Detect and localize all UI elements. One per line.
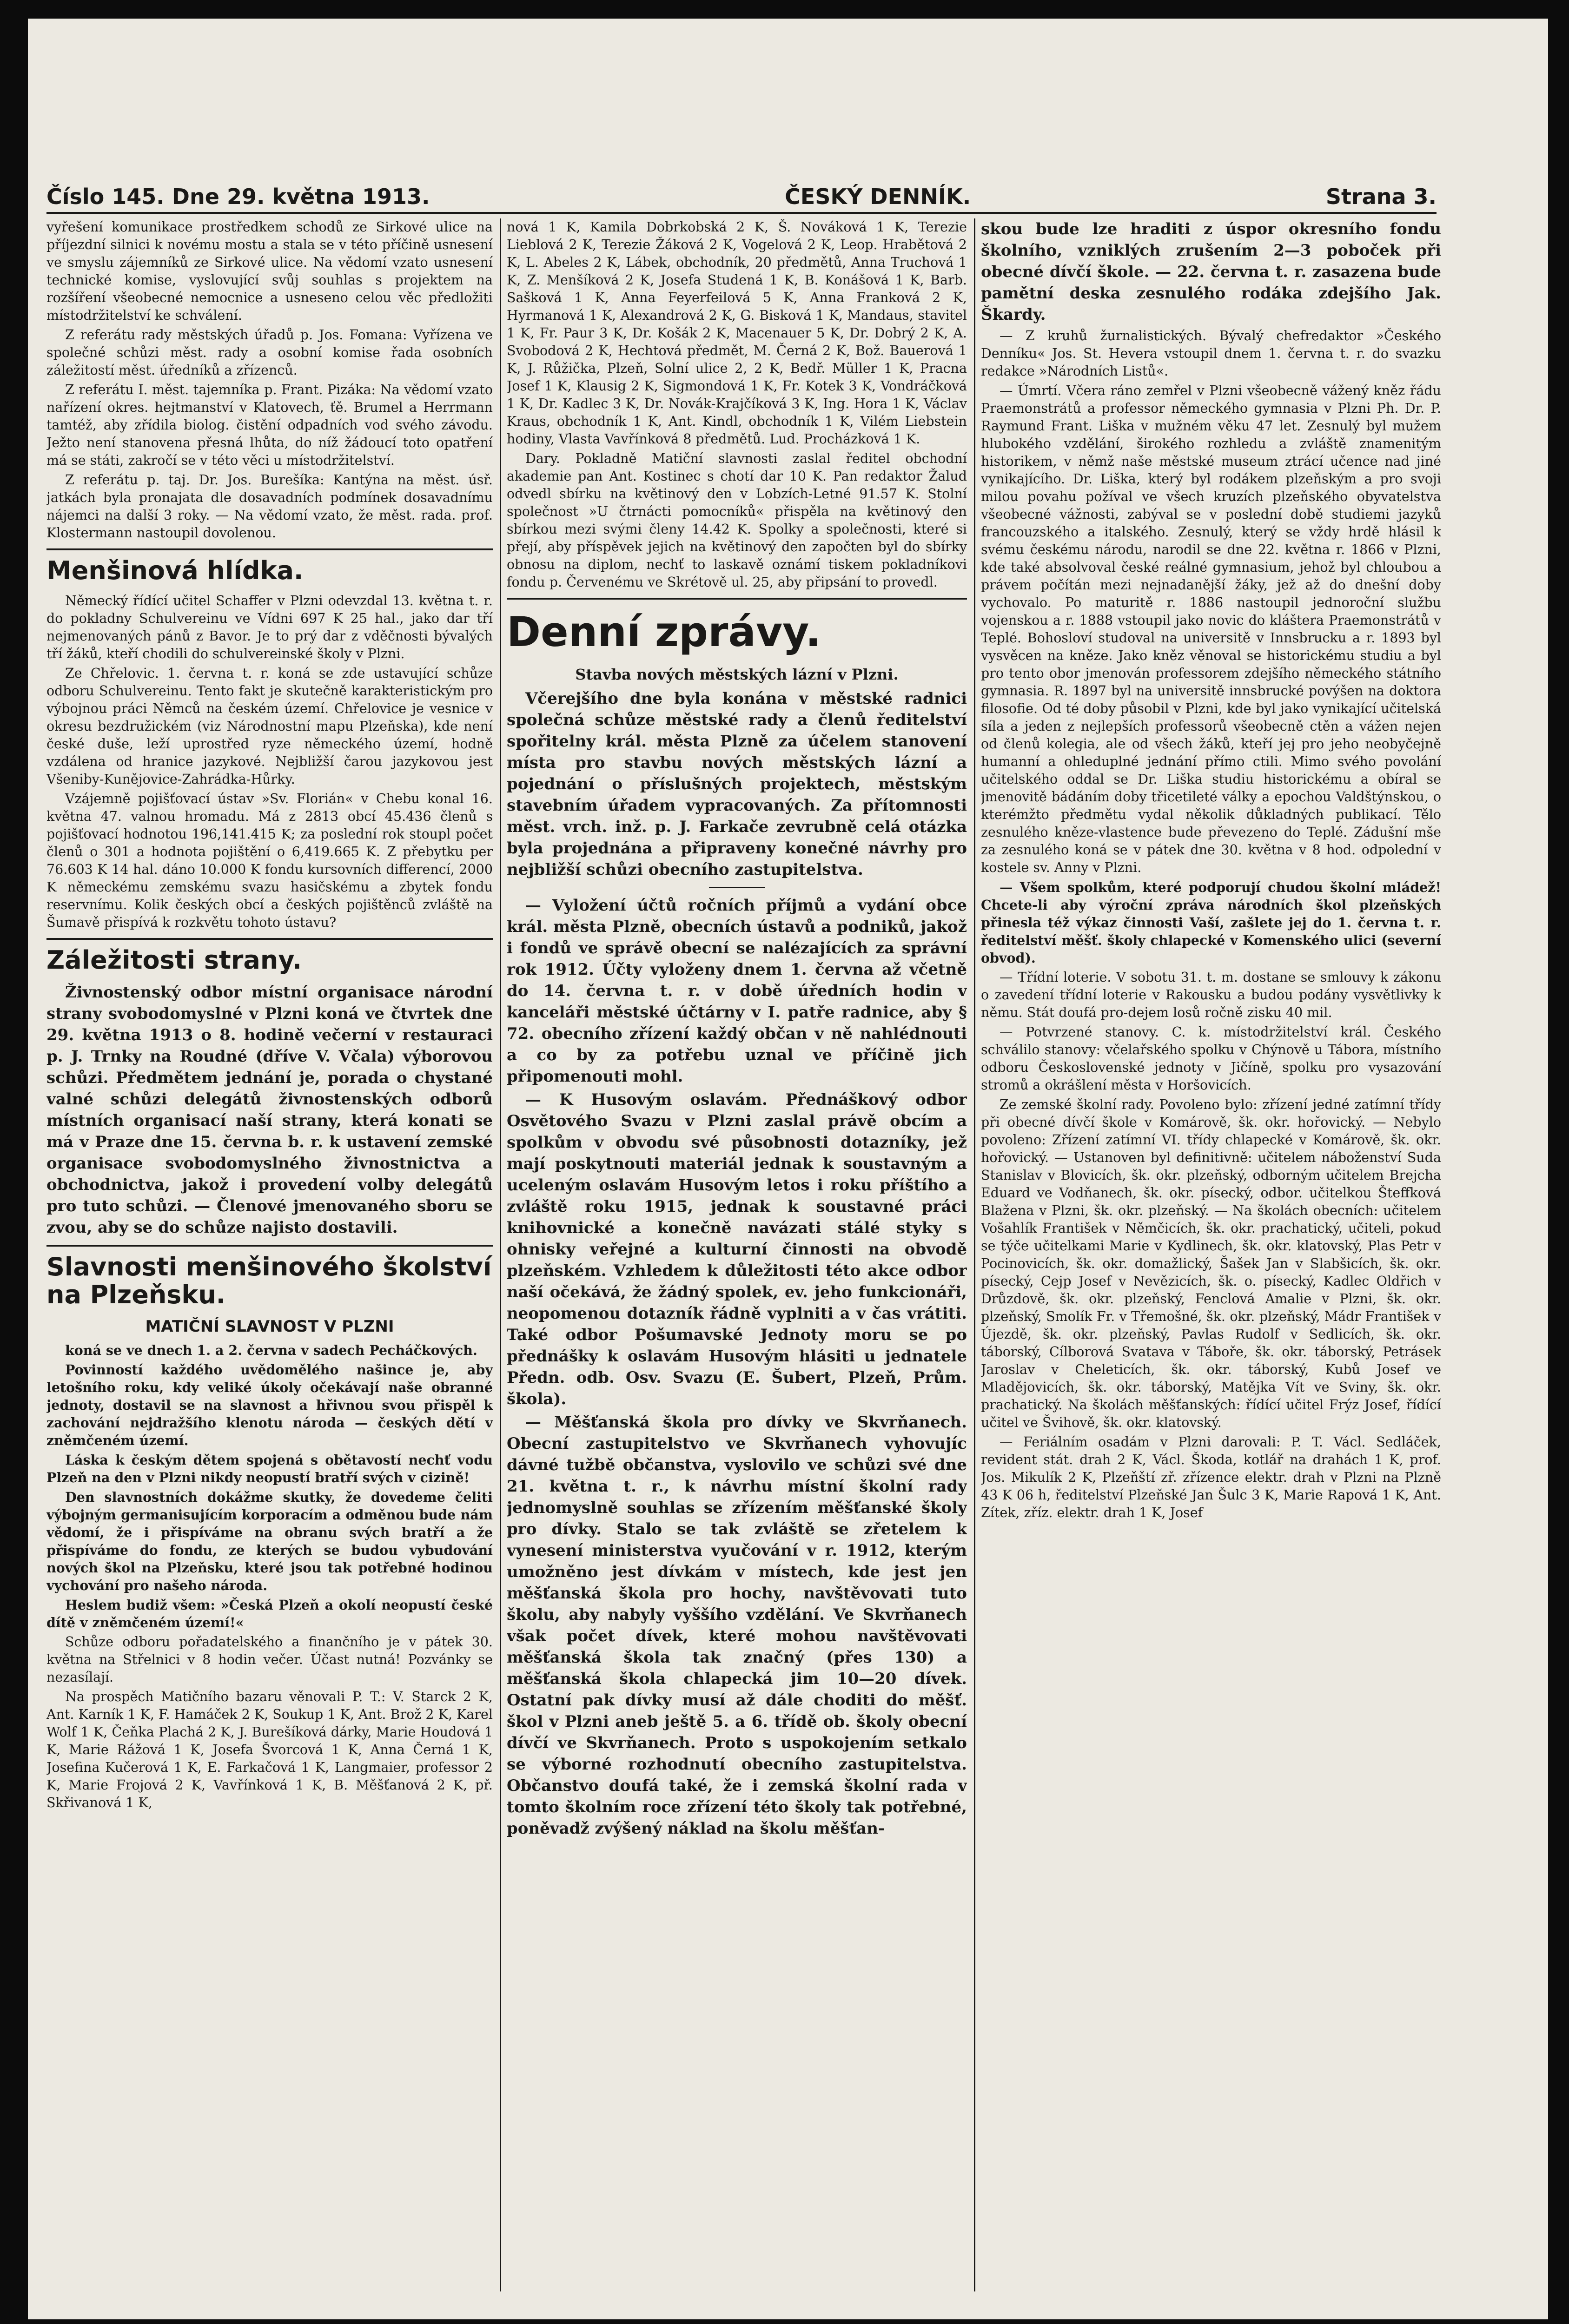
section-divider: [46, 938, 493, 940]
section-heading: Denní zprávy.: [507, 608, 821, 656]
article-text: Povinností každého uvědomělého našince je, aby letošního roku, kdy veliké úkoly očekávají naše obranné jednoty, dostavil se na slavnost a hřivnou svou přispěl k zachování nejdražšího klenotu národa — českých dětí v zněmčeném území.: [46, 1362, 493, 1448]
article-text: — Feriálním osadám v Plzni darovali: P. T. Václ. Sedláček, revident stát. drah 2 K, Václ. Škoda, kotlář na drahách 1 K, prof. Jos. Mikulík 2 K, Plzeňští zř. zřízence elektr. drah v Plzni na Plzně 43 K 06 h, ředitelství Plzeňské Jan Šulc 3 K, Marie Rapová 1 K, Ant. Zítek, zříz. elektr. drah 1 K, Josef: [981, 1434, 1441, 1520]
article-text: — Úmrtí. Včera ráno zemřel v Plzni všeobecně vážený kněz řádu Praemonstrátů a professor německého gymnasia v Plzni Ph. Dr. P. Raymund Frant. Liška v mužném věku 47 let. Zesnulý byl mužem hlubokého vzdělání, širokého rozhledu a zvláště znamenitým historikem, v němž naše městské museum ztrácí učence nad jiné vynikajícího. Dr. Liška, který byl rodákem plzeňským a pro svoji milou povahu požíval ve všech kruzích plzeňského obyvatelstva všeobecné vážnosti, zabýval se v poslední době studiemi jazyků francouzského a italského. Zesnulý, který se vždy hrdě hlásil k svému českému národu, narodil se dne 22. května r. 1866 v Plzni, kde také absolvoval české reálné gymnasium, jehož byl chloubou a právem počítán mezi nejnadanější žáky, jež až do dnešní doby vychovalo. Po maturitě r. 1886 nastoupil jednoroční službu vojenskou a r. 1888 vstoupil jako novic do kláštera Praemonstrátů v Teplé. Bohosloví studoval na universitě v Innsbrucku a r. 1893 byl vysvěcen na kněze. Jako kněz věnoval se historickému studiu a byl pro tento obor jmenován professorem zdejšího německého státního gymnasia. R. 1897 byl na universitě innsbrucké povýšen na doktora filosofie. Od té doby působil v Plzni, kde byl jako vynikající učitelská síla a jeden z nejlepších professorů všeobecně ctěn a vážen nejen od členů kolegia, ale od všech žáků, kteří jej pro jeho neobyčejně humanní a ohleduplné jednání přímo ctili. Mimo svého povolání učitelského oddal se Dr. Liška studiu historickému a obíral se jmenovitě bádáním doby třicetileté války a epochou Valdštýnskou, o kterémžto předmětu vydal několik důkladných publikací. Tělo zesnulého kněze-vlastence bude převezeno do Teplé. Zádušní mše za zesnulého koná se v pátek dne 30. května v 8 hod. odpolední v kostele sv. Anny v Plzni.: [981, 383, 1441, 875]
section-divider: [46, 1245, 493, 1247]
article-text: skou bude lze hraditi z úspor okresního fondu školního, vzniklých zrušením 2—3 poboček při obecné dívčí škole. — 22. června t. r. zasazena bude pamětní deska zesnulého rodáka zdejšího Jak. Škardy.: [981, 220, 1441, 324]
article-text: — Všem spolkům, které podporují chudou školní mládež! Chcete-li aby výroční zpráva národních škol plzeňských přinesla též výkaz činnosti Vaší, zašlete jej do 1. června t. r. ředitelství měšť. školy chlapecké v Komenského ulici (severní obvod).: [981, 879, 1441, 966]
section-heading: Slavnosti menšinového školství na Plzeňsku.: [46, 1252, 492, 1309]
column-1: [46, 218, 493, 2291]
article-text: — Měšťanská škola pro dívky ve Skvrňanech. Obecní zastupitelstvo ve Skvrňanech vyhovujíc dávné tužbě občanstva, vyslovilo ve schůzi své dne 21. května t. r., k návrhu místní školní rady jednomyslně souhlas se zřízením měšťanské školy pro dívky. Stalo se tak zvláště se zřetelem k vynesení ministerstva vyučování v r. 1912, kterým umožněno jest dívkám v místech, kde jest jen měšťanská škola pro hochy, navštěvovati tuto školu, aby nabyly vyššího vzdělání. Ve Skvrňanech však počet dívek, které mohou navštěvovati měšťanská škola tak značný (přes 130) a měšťanská škola chlapecká jim 10—20 dívek. Ostatní pak dívky musí až dále choditi do měšť. škol v Plzni aneb ještě 5. a 6. třídě ob. školy obecní dívčí ve Skvrňanech. Proto s uspokojením setkalo se výborné rozhodnutí obecního zastupitelstva. Občanstvo doufá také, že i zemská školní rada v tomto školním roce zřízení této školy tak potřebné, poněvadž zvýšený náklad na školu měšťan-: [507, 1413, 967, 1838]
subheading: Stavba nových městských lázní v Plzni.: [575, 666, 899, 683]
issue-date: Číslo 145. Dne 29. května 1913.: [46, 184, 430, 209]
article-text: koná se ve dnech 1. a 2. června v sadech Pecháčkových.: [65, 1342, 477, 1358]
article-text: Německý řídící učitel Schaffer v Plzni odevzdal 13. května t. r. do pokladny Schulvereinu ve Vídni 697 K 25 hal., jako dar tří nejmenovaných pánů z Bavor. Je to prý dar z vděčnosti bývalých tří žáků, kteří chodili do schulvereinské školy v Plzni.: [46, 593, 493, 661]
article-text: Dary. Pokladně Matiční slavnosti zaslal ředitel obchodní akademie pan Ant. Kostinec s chotí dar 10 K. Pan redaktor Žalud odvedl sbírku na květinový den v Lobzích-Letné 91.57 K. Stolní společnost »U čtrnácti pomocníků« přispěla na květinový den sbírkou mezi svými členy 14.42 K. Spolky a společnosti, které si přejí, aby příspěvek jejich na květinový den započten byl do sbírky obnosu na diplom, nechť to laskavě oznámí tiskem pokladníkovi fondu p. Červenému ve Skrétově ul. 25, aby připsání to provedl.: [507, 451, 967, 590]
page-header: [46, 158, 1437, 214]
column-3: [981, 218, 1441, 2291]
article-text: Na prospěch Matičního bazaru věnovali P. T.: V. Starck 2 K, Ant. Karník 1 K, F. Hamáček 2 K, Soukup 1 K, Ant. Brož 2 K, Karel Wolf 1 K, Čeňka Plachá 2 K, J. Burešíková dárky, Marie Houdová 1 K, Marie Rážová 1 K, Josefa Švorcová 1 K, Anna Černá 1 K, Josefina Kučerová 1 K, E. Farkačová 1 K, Langmaier, professor 2 K, Marie Frojová 2 K, Vavřínková 1 K, B. Měšťanová 2 K, př. Skřivanová 1 K,: [46, 1689, 493, 1810]
article-text: Včerejšího dne byla konána v městské radnici společná schůze městské rady a členů ředitelství spořitelny král. města Plzně za účelem stanovení místa pro stavbu nových městských lázní a pojednání o příslušných projektech, městským stavebním úřadem vypracovaných. Za přítomnosti měst. vrch. inž. p. J. Farkače zevrubně celá otázka byla projednána a připraveny konečné návrhy pro nejbližší schůzi obecního zastupitelstva.: [507, 689, 967, 879]
article-text: Z referátu I. měst. tajemníka p. Frant. Pizáka: Na vědomí vzato nařízení okres. hejtmanství v Klatovech, ťě. Brumel a Herrmann tamtéž, aby zřídila biolog. čistění odpadních vod svého závodu. Ježto není stanovena přesná lhůta, do níž žádoucí toto opatření má se státi, zakročí se v této věci u místodržitelství.: [46, 382, 493, 468]
article-text: Den slavnostních dokážme skutky, že dovedeme čeliti výbojným germanisujícím korporacím a odměnou bude nám vědomí, že i přispíváme na obranu svých bratří a že přispíváme do fondu, ze kterých se budou vybudování nových škol na Plzeňsku, které jsou tak potřebné hodinou vychování pro našeho národa.: [46, 1489, 493, 1593]
article-text: vyřešení komunikace prostředkem schodů ze Sirkové ulice na příjezdní silnici k novému mostu a stala se v této příčině usnesení ve smyslu zájemníků ze Sirkové ulice. Na vědomí vzato usnesení technické komise, vyslovující svůj souhlas s projektem na rozšíření všeobecné nemocnice a usneseno celou věc předložiti místodržitelství ke schválení.: [46, 219, 493, 323]
article-text: Láska k českým dětem spojená s obětavostí nechť vodu Plzeň na den v Plzni nikdy neopustí bratří svých v cizině!: [46, 1452, 493, 1486]
section-divider: [507, 598, 967, 600]
section-heading: Záležitosti strany.: [46, 945, 302, 975]
newspaper-page: [28, 19, 1548, 2319]
article-text: nová 1 K, Kamila Dobrkobská 2 K, Š. Nováková 1 K, Terezie Lieblová 2 K, Terezie Žáková 2 K, Vogelová 2 K, Leop. Hrabětová 2 K, L. Abeles 2 K, Lábek, obchodník, 20 předmětů, Anna Truchová 1 K, Z. Menšíková 2 K, Josefa Studená 1 K, B. Konášová 1 K, Barb. Sašková 1 K, Anna Feyerfeilová 5 K, Anna Franková 2 K, Hyrmanová 1 K, Alexandrová 2 K, G. Bisková 1 K, Mandaus, stavitel 1 K, Fr. Paur 3 K, Dr. Košák 2 K, Macenauer 5 K, Dr. Dobrý 2 K, A. Svobodová 2 K, Hechtová předmět, M. Černá 2 K, Bož. Bauerová 1 K, J. Růžička, Plzeň, Solní ulice 2, 2 K, Bedř. Müller 1 K, Pracna Josef 1 K, Klausig 2 K, Sigmondová 1 K, Fr. Kotek 3 K, Vondráčková 1 K, Dr. Kadlec 3 K, Dr. Novák-Krajčíková 3 K, Ing. Hora 1 K, Václav Kraus, obchodník 1 K, Ant. Kindl, obchodník 1 K, Vilém Liebstein hodiny, Vlasta Vavřínková 8 předmětů. Lud. Procházková 1 K.: [507, 219, 967, 447]
column-2: [507, 218, 967, 2291]
article-text: — Třídní loterie. V sobotu 31. t. m. dostane se smlouvy k zákonu o zavedení třídní loterie v Rakousku a budou podány vysvětlivky k němu. Stát doufá pro-dejem losů ročně zisku 40 mil.: [981, 970, 1441, 1020]
article-text: Heslem budiž všem: »Česká Plzeň a okolí neopustí české dítě v zněmčeném území!«: [46, 1597, 493, 1631]
section-heading: Menšinová hlídka.: [46, 556, 304, 585]
subheading: MATIČNÍ SLAVNOST V PLZNI: [145, 1317, 394, 1336]
column-rule-1: [500, 218, 501, 2291]
article-text: — Z kruhů žurnalistických. Bývalý chefredaktor »Českého Denníku« Jos. St. Hevera vstoupil dnem 1. června t. r. do svazku redakce »Národních Listů«.: [981, 328, 1441, 379]
article-text: Z referátu rady městských úřadů p. Jos. Fomana: Vyřízena ve společné schůzi měst. rady a osobní komise řada osobních záležitostí měst. úředníků a zřízenců.: [46, 327, 493, 378]
article-text: — Vyložení účtů ročních příjmů a vydání obce král. města Plzně, obecních ústavů a podniků, jakož i fondů ve správě obecní se nalézajících za správní rok 1912. Účty vyloženy dnem 1. června až včetně do 14. června t. r. v době úředních hodin v kanceláři městské účtárny v I. patře radnice, aby § 72. obecního zřízení každý občan v ně nahlédnouti a co by za potřebu uznal ve příčině jich připomenouti mohl.: [507, 896, 967, 1086]
article-text: Ze Chřelovic. 1. června t. r. koná se zde ustavující schůze odboru Schulvereinu. Tento fakt je skutečně karakteristickým pro výbojnou práci Němců na českém území. Chřelovice je vesnice v okresu bezdružickém (viz Národnostní mapu Plzeňska), kde není české duše, leží uprostřed ryze německého území, hodně vzdálena od hranice jazykové. Nejbližší čarou jazykovou jest Všeniby-Kunějovice-Zahrádka-Hůrky.: [46, 666, 493, 787]
article-text: — Potvrzené stanovy. C. k. místodržitelství král. Českého schválilo stanovy: včelařského spolku v Chýnově u Tábora, místního odboru Československé jednoty v Jičíně, spolku pro vysazování stromů a okrášlení města v Horšovicích.: [981, 1024, 1441, 1093]
article-text: Živnostenský odbor místní organisace národní strany svobodomyslné v Plzni koná ve čtvrtek dne 29. května 1913 o 8. hodině večerní v restauraci p. J. Trnky na Roudné (dříve V. Včala) výborovou schůzi. Předmětem jednání je, porada o chystané valné schůzi delegátů živnostenských odborů místních organisací naší strany, která konati se má v Praze dne 15. června b. r. k ustavení zemské organisace svobodomyslného živnostnictva a obchodnictva, jakož i provedení volby delegátů pro tuto schůzi. — Členové jmenovaného sboru se zvou, aby se do schůze najisto dostavili.: [46, 983, 493, 1237]
page-number: Strana 3.: [1325, 184, 1437, 209]
section-divider: [46, 548, 493, 550]
article-text: Schůze odboru pořadatelského a finančního je v pátek 30. května na Střelnici v 8 hodin večer. Účast nutná! Pozvánky se nezasílají.: [46, 1634, 493, 1685]
newspaper-title: ČESKÝ DENNÍK.: [785, 184, 971, 209]
short-divider: [709, 887, 765, 888]
article-text: Z referátu p. taj. Dr. Jos. Burešíka: Kantýna na měst. úsř. jatkách byla pronajata dle dosavadních podmínek dosavadnímu nájemci na další 3 roky. — Na vědomí vzato, že měst. rada. prof. Klostermann nastoupil dovolenou.: [46, 472, 493, 541]
article-text: — K Husovým oslavám. Přednáškový odbor Osvětového Svazu v Plzni zaslal právě obcím a spolkům v obvodu své působnosti dotazníky, jež mají poskytnouti materiál jednak k soustavným a uceleným oslavám Husovým letos i roku příštího a zvláště roku 1915, jednak k soustavné práci knihovnické a konečně navázati stálé styky s ohnisky veřejné a kulturní činnosti na obvodě plzeňském. Vzhledem k důležitosti této akce odbor naší očekává, že žádný spolek, ev. jeho funkcionáři, neopomenou dotazník řádně vyplniti a v čas vrátiti. Také odbor Pošumavské Jednoty moru se po přednášky k oslavám Husovým hlásiti u jednatele Předn. odb. Osv. Svazu (E. Šubert, Plzeň, Prům. škola).: [507, 1090, 967, 1408]
article-text: Ze zemské školní rady. Povoleno bylo: zřízení jedné zatímní třídy při obecné dívčí škole v Komárově, šk. okr. hořovický. — Nebylo povoleno: Zřízení zatímní VI. třídy chlapecké v Komárově, šk. okr. hořovický. — Ustanoven byl definitivně: učitelem náboženství Suda Stanislav v Blovicích, šk. okr. plzeňský, odborným učitelem Brejcha Eduard ve Vodňanech, šk. okr. písecký, odbor. učitelkou Šteffková Blažena v Plzni, šk. okr. plzeňský. — Na školách obecních: učitelem Vošahlík František v Němčicích, šk. okr. prachatický, učiteli, pokud se týče učitelkami Marie v Kydlinech, šk. okr. klatovský, Plas Petr v Pocinovicích, šk. okr. domažlický, Šašek Jan v Slabšicích, šk. okr. písecký, Cejp Josef v Nevězicích, šk. o. písecký, Kadlec Oldřich v Drůzdově, šk. okr. plzeňský, Fenclová Amalie v Plzni, šk. okr. plzeňský, Smolík Fr. v Třemošné, šk. okr. plzeňský, Mádr František v Újezdě, šk. okr. plzeňský, Pavlas Rudolf v Sedlicích, šk. okr. táborský, Cílborová Svatava v Táboře, šk. okr. táborský, Petrásek Jaroslav v Cheleticích, šk. okr. táborský, Kubů Josef ve Mladějovicích, šk. okr. táborský, Matějka Vít ve Sviny, šk. okr. prachatický. Na školách měšťanských: řídící učitel Frýz Josef, řídící učitel ve Švihově, šk. okr. klatovský.: [981, 1097, 1441, 1430]
article-text: Vzájemně pojišťovací ústav »Sv. Florián« v Chebu konal 16. května 47. valnou hromadu. Má z 2813 obcí 45.436 členů s pojišťovací hodnotou 196,141.415 K; za poslední rok stoupl počet členů o 301 a hodnota pojištění o 6,419.665 K. Z přebytku per 76.603 K 14 hal. dáno 10.000 K fondu kursovních differencí, 2000 K německému zemskému svazu hasičskému a zbytek fondu reservnímu. Kolik českých obcí a českých pojištěnců zvláště na Šumavě přispívá k rozkvětu tohoto ústavu?: [46, 791, 493, 930]
column-rule-2: [974, 218, 975, 2291]
